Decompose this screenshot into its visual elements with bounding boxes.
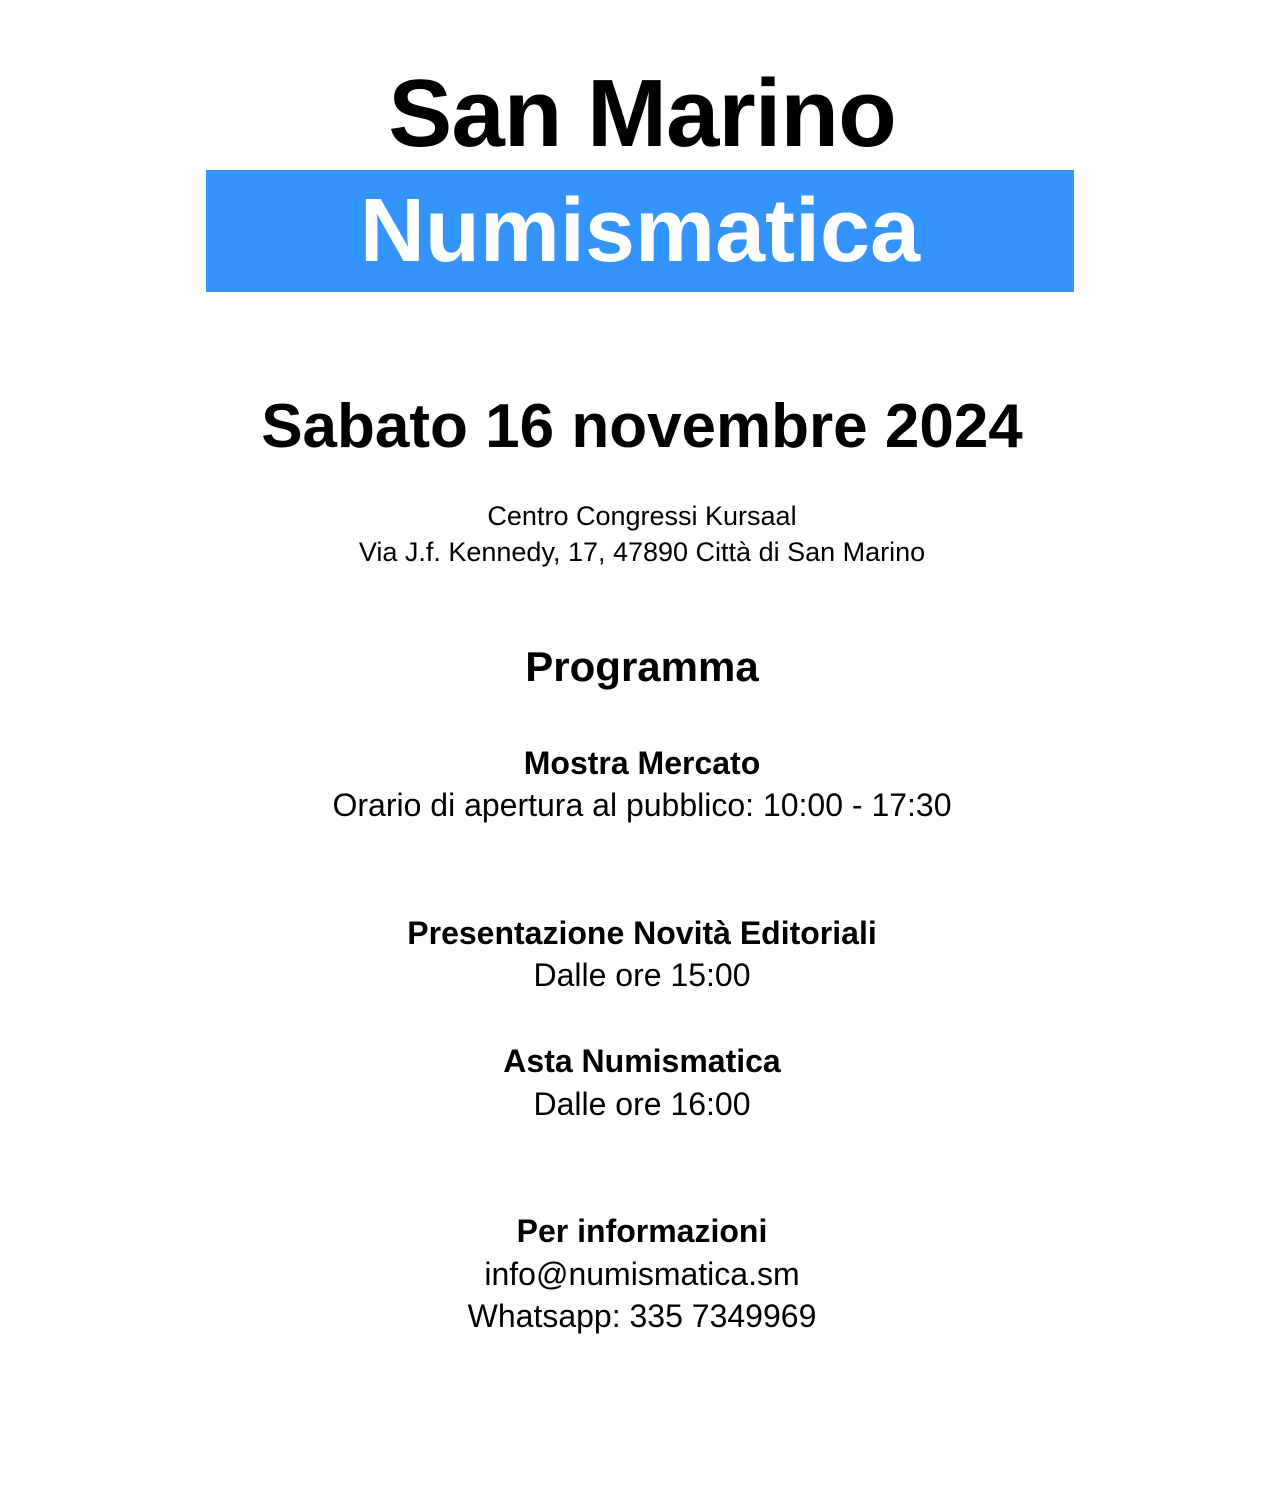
contact-whatsapp: Whatsapp: 335 7349969 bbox=[467, 1298, 817, 1334]
program-item-detail-mostra: Orario di apertura al pubblico: 10:00 - 17:30 bbox=[332, 787, 952, 823]
venue-block bbox=[0, 498, 1284, 570]
venue-address: Via J.f. Kennedy, 17, 47890 Città di San Marino bbox=[358, 537, 926, 567]
program-item-detail-presentazione: Dalle ore 15:00 bbox=[533, 957, 751, 993]
logo-line-san-marino: San Marino bbox=[388, 60, 896, 167]
logo-line-numismatica: Numismatica bbox=[359, 181, 921, 281]
program-item-title-asta: Asta Numismatica bbox=[503, 1043, 781, 1079]
program-heading: Programma bbox=[525, 643, 759, 690]
contact-email: info@numismatica.sm bbox=[484, 1256, 800, 1292]
program-item-title-presentazione: Presentazione Novità Editoriali bbox=[407, 915, 877, 951]
program-item-title-mostra: Mostra Mercato bbox=[523, 745, 761, 781]
contact-heading: Per informazioni bbox=[516, 1213, 768, 1249]
program-item-detail-asta: Dalle ore 16:00 bbox=[533, 1086, 751, 1122]
event-date: Sabato 16 novembre 2024 bbox=[261, 392, 1023, 461]
logo-blue-band bbox=[206, 170, 1074, 292]
venue-name: Centro Congressi Kursaal bbox=[487, 501, 797, 531]
